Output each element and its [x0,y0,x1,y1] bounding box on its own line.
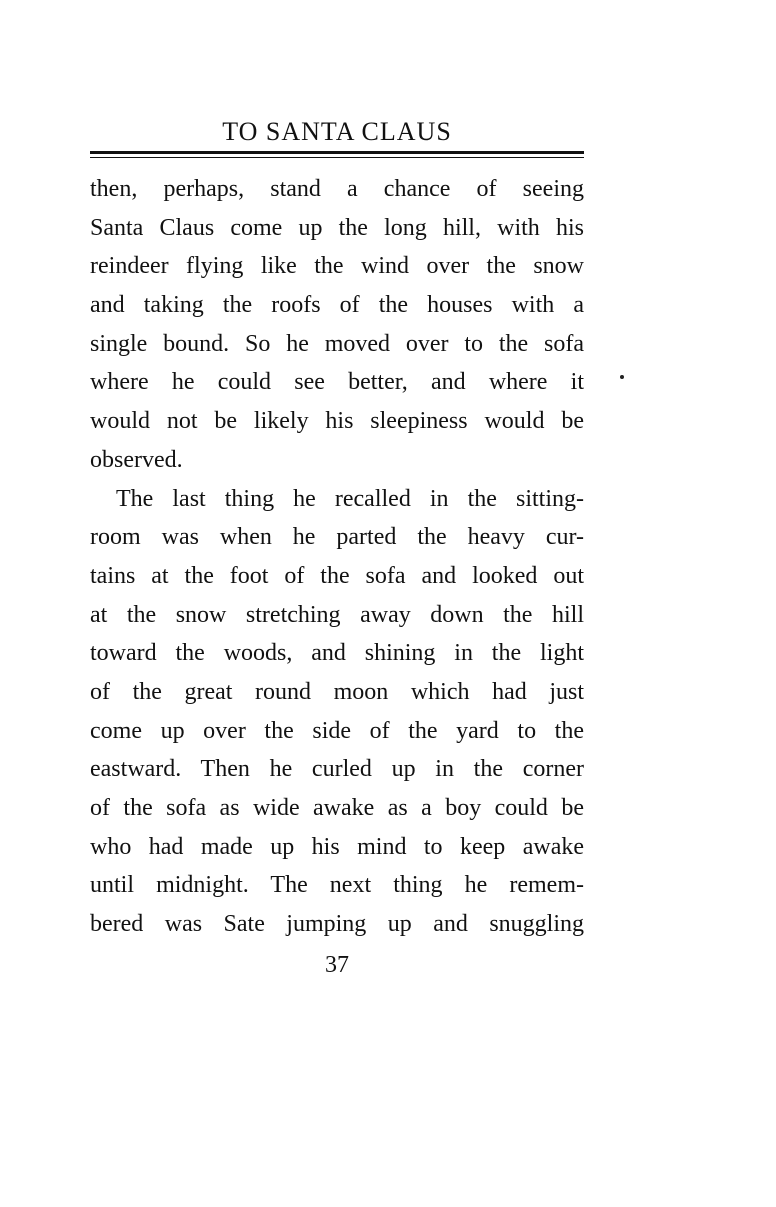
page-number: 37 [325,952,349,978]
paragraph-1 [90,170,584,480]
text-line: come up over the side of the yard to the [90,717,584,744]
text-line: of the sofa as wide awake as a boy could be [90,795,584,821]
text-line: at the snow stretching away down the hill [90,601,584,628]
print-speck [620,375,624,379]
text-line: then, perhaps, stand a chance of seeing [90,176,584,202]
text-line: until midnight. The next thing he remem- [90,872,584,899]
paragraph-2 [90,480,584,944]
text-line: would not be likely his sleepiness would be [90,408,584,435]
text-line: toward the woods, and shining in the light [90,640,584,667]
text-line: who had made up his mind to keep awake [90,833,584,860]
header-rule-thin [90,157,584,158]
text-line: eastward. Then he curled up in the corner [90,756,584,783]
body-text [90,170,584,944]
text-line: room was when he parted the heavy cur- [90,524,584,551]
text-line: reindeer flying like the wind over the snow [90,253,584,280]
running-head: TO SANTA CLAUS [222,117,452,146]
text-line: Santa Claus come up the long hill, with his [90,214,584,241]
text-line: single bound. So he moved over to the sofa [90,330,584,357]
text-line: tains at the foot of the sofa and looked out [90,562,584,589]
text-line: The last thing he recalled in the sitting- [116,485,584,512]
text-line: where he could see better, and where it [90,369,584,396]
text-line: bered was Sate jumping up and snuggling [90,911,584,938]
text-line: of the great round moon which had just [90,678,584,705]
text-line: and taking the roofs of the houses with a [90,292,584,319]
text-line: observed. [90,446,183,473]
header-rule-thick [90,151,584,154]
